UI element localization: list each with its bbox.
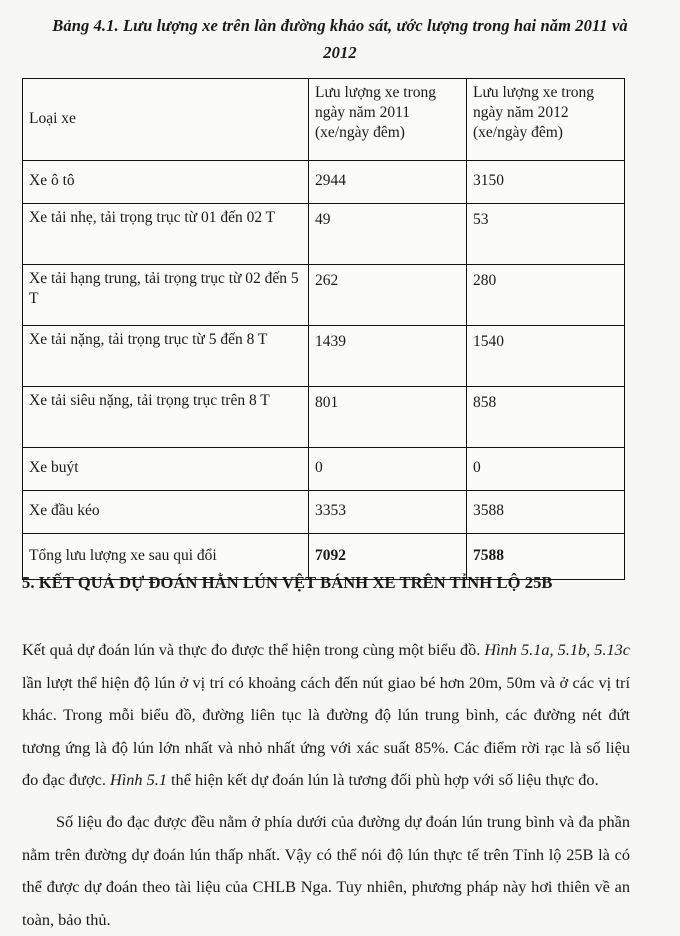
cell-volume-2011: 49	[309, 204, 467, 265]
cell-total-2012: 7588	[467, 534, 625, 580]
cell-vehicle-type: Xe buýt	[23, 448, 309, 491]
paragraph-one-segment-3: thể hiện kết dự đoán lún là tương đối phù hợp với số liệu thực đo.	[166, 770, 599, 790]
cell-vehicle-type: Xe ô tô	[23, 161, 309, 204]
figure-reference-1: Hình 5.1a, 5.1b, 5.13c	[484, 640, 630, 659]
cell-total-2011: 7092	[309, 534, 467, 580]
cell-volume-2011: 2944	[309, 161, 467, 204]
cell-volume-2011: 0	[309, 448, 467, 491]
table-row	[23, 265, 625, 326]
cell-volume-2012: 858	[467, 387, 625, 448]
paragraph-one-segment-1: Kết quả dự đoán lún và thực đo được thể hiện trong cùng một biểu đồ.	[22, 640, 485, 659]
cell-total-label: Tổng lưu lượng xe sau qui đổi	[23, 534, 309, 580]
body-text	[22, 634, 630, 936]
section-heading: 5. KẾT QUẢ DỰ ĐOÁN HẰN LÚN VỆT BÁNH XE TRÊN TỈNH LỘ 25B	[22, 573, 553, 592]
cell-volume-2011: 3353	[309, 491, 467, 534]
column-header-vehicle-type: Loại xe	[23, 79, 309, 161]
table-row	[23, 161, 625, 204]
paragraph-one	[22, 634, 630, 797]
table-row	[23, 491, 625, 534]
cell-volume-2011: 262	[309, 265, 467, 326]
figure-reference-2: Hình 5.1	[109, 770, 167, 790]
paragraph-one-segment-2: lần lượt thể hiện độ lún ở vị trí có khoảng cách đến nút giao bé hơn 20m, 50m và ở các vị trí khác. Trong mỗi biểu đồ, đường liên tục là đường độ lún trung bình, các đường nét đứt tương ứng là độ lún lớn nhất và nhỏ nhất ứng với xác suất 85%. Các điểm rời rạc là số liệu đo đạc được.	[22, 672, 630, 790]
table-body	[23, 161, 625, 580]
cell-vehicle-type: Xe tải nhẹ, tải trọng trục từ 01 đến 02 T	[23, 204, 309, 265]
table-row	[23, 326, 625, 387]
cell-volume-2012: 0	[467, 448, 625, 491]
traffic-volume-table	[22, 78, 625, 580]
paragraph-two: Số liệu đo đạc được đều nằm ở phía dưới của đường dự đoán lún trung bình và đa phần nằm trên đường dự đoán lún thấp nhất. Vậy có thể nói độ lún thực tế trên Tỉnh lộ 25B là có thể được dự đoán theo tài liệu của CHLB Nga. Tuy nhiên, phương pháp này hơi thiên về an toàn, bảo thủ.	[22, 811, 630, 929]
traffic-volume-table-container	[22, 78, 624, 580]
cell-vehicle-type: Xe tải siêu nặng, tải trọng trục trên 8 T	[23, 387, 309, 448]
cell-volume-2012: 1540	[467, 326, 625, 387]
cell-volume-2012: 280	[467, 265, 625, 326]
table-header	[23, 79, 625, 161]
table-row	[23, 204, 625, 265]
cell-vehicle-type: Xe đầu kéo	[23, 491, 309, 534]
cell-vehicle-type: Xe tải hạng trung, tải trọng trục từ 02 đến 5 T	[23, 265, 309, 326]
column-header-year-2011: Lưu lượng xe trong ngày năm 2011 (xe/ngày đêm)	[309, 79, 467, 161]
table-row	[23, 387, 625, 448]
cell-volume-2011: 801	[309, 387, 467, 448]
cell-vehicle-type: Xe tải nặng, tải trọng trục từ 5 đến 8 T	[23, 326, 309, 387]
table-header-row	[23, 79, 625, 161]
cell-volume-2011: 1439	[309, 326, 467, 387]
cell-volume-2012: 3588	[467, 491, 625, 534]
table-caption: Bảng 4.1. Lưu lượng xe trên làn đường khảo sát, ước lượng trong hai năm 2011 và 2012	[52, 16, 628, 62]
table-row	[23, 448, 625, 491]
cell-volume-2012: 53	[467, 204, 625, 265]
cell-volume-2012: 3150	[467, 161, 625, 204]
column-header-year-2012: Lưu lượng xe trong ngày năm 2012 (xe/ngày đêm)	[467, 79, 625, 161]
